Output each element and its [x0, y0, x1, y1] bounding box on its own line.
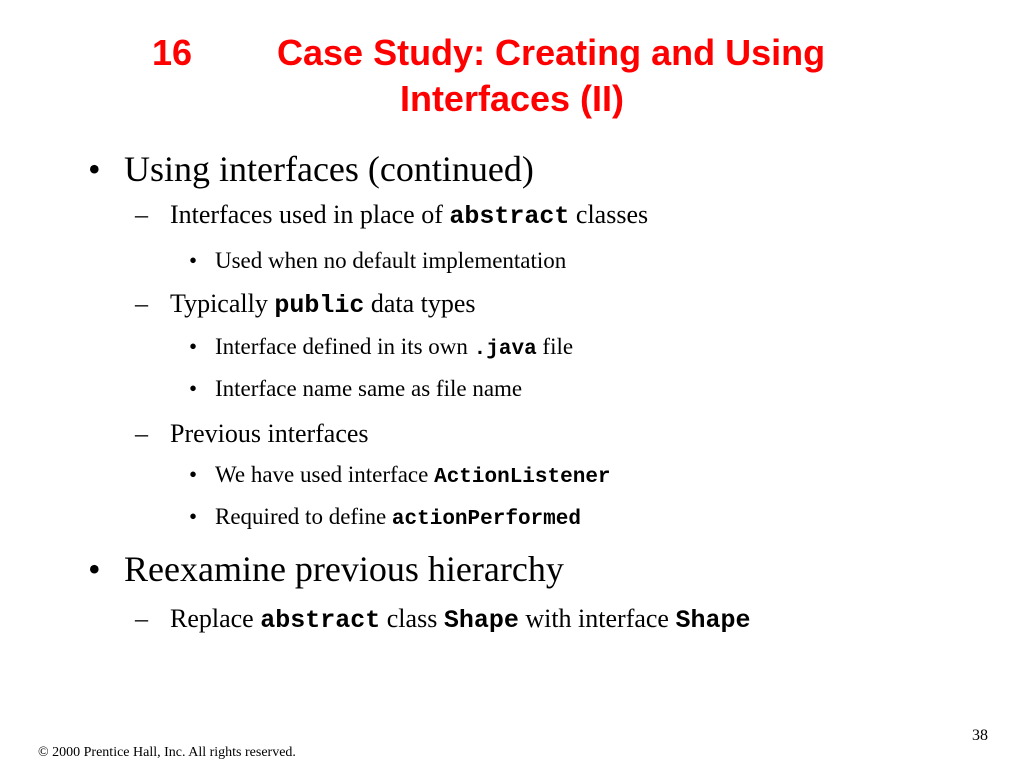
title-text-line-2: Interfaces (II) [399, 78, 625, 119]
subbullet-previous-interfaces [135, 419, 369, 449]
code-actionlistener: ActionListener [434, 466, 611, 489]
subbullet-text [170, 604, 751, 635]
code-public: public [274, 291, 365, 320]
code-shape-interface: Shape [675, 606, 751, 635]
copyright-footer: © 2000 Prentice Hall, Inc. All rights reserved. [38, 745, 296, 760]
title-line-1 [0, 30, 1024, 76]
text-segment: Interface defined in its own [215, 334, 474, 359]
subsubbullet-text: Interface name same as file name [215, 376, 523, 401]
text-segment: class [380, 604, 444, 633]
subbullet-typically-public [135, 289, 476, 320]
subbullet-text [170, 289, 476, 320]
dash-marker: – [135, 604, 148, 633]
text-segment: Typically [170, 289, 275, 318]
bullet-marker: • [88, 549, 101, 589]
bullet-text: Using interfaces (continued) [124, 149, 534, 189]
page-number: 38 [972, 727, 988, 744]
subbullet-text: Previous interfaces [170, 419, 369, 448]
subbullet-replace-abstract [135, 604, 751, 635]
title-text-line-1: Case Study: Creating and Using [277, 32, 826, 73]
subsubbullet-text: Used when no default implementation [215, 248, 567, 273]
bullet-marker: • [189, 376, 198, 401]
dash-marker: – [135, 200, 148, 229]
dash-marker: – [135, 289, 148, 318]
code-java-extension: .java [473, 338, 537, 361]
subbullet-interfaces-in-place [135, 200, 649, 231]
subsubbullet-file-name [189, 376, 523, 402]
code-shape-class: Shape [443, 606, 519, 635]
chapter-number: 16 [152, 32, 193, 73]
text-segment: data types [364, 289, 476, 318]
text-segment: with interface [518, 604, 676, 633]
subsubbullet-java-file [189, 334, 574, 361]
bullet-marker: • [189, 462, 198, 487]
subsubbullet-text [215, 462, 611, 489]
dash-marker: – [135, 419, 148, 448]
bullet-reexamine-hierarchy [88, 548, 564, 590]
text-segment: Interfaces used in place of [170, 200, 450, 229]
subsubbullet-text [215, 504, 581, 531]
subsubbullet-action-performed [189, 504, 581, 531]
bullet-marker: • [189, 248, 198, 273]
bullet-marker: • [88, 149, 101, 189]
bullet-using-interfaces [88, 148, 534, 190]
subsubbullet-default-impl [189, 248, 567, 274]
bullet-marker: • [189, 334, 198, 359]
subbullet-text [170, 200, 648, 231]
subsubbullet-action-listener [189, 462, 611, 489]
text-segment: Replace [170, 604, 261, 633]
bullet-marker: • [189, 504, 198, 529]
bullet-text: Reexamine previous hierarchy [124, 549, 564, 589]
text-segment: classes [569, 200, 649, 229]
text-segment: We have used interface [215, 462, 435, 487]
code-abstract: abstract [449, 202, 570, 231]
code-abstract: abstract [260, 606, 381, 635]
code-actionperformed: actionPerformed [391, 508, 581, 531]
text-segment: Required to define [215, 504, 392, 529]
text-segment: file [536, 334, 574, 359]
slide-title [0, 30, 1024, 122]
subsubbullet-text [215, 334, 573, 361]
